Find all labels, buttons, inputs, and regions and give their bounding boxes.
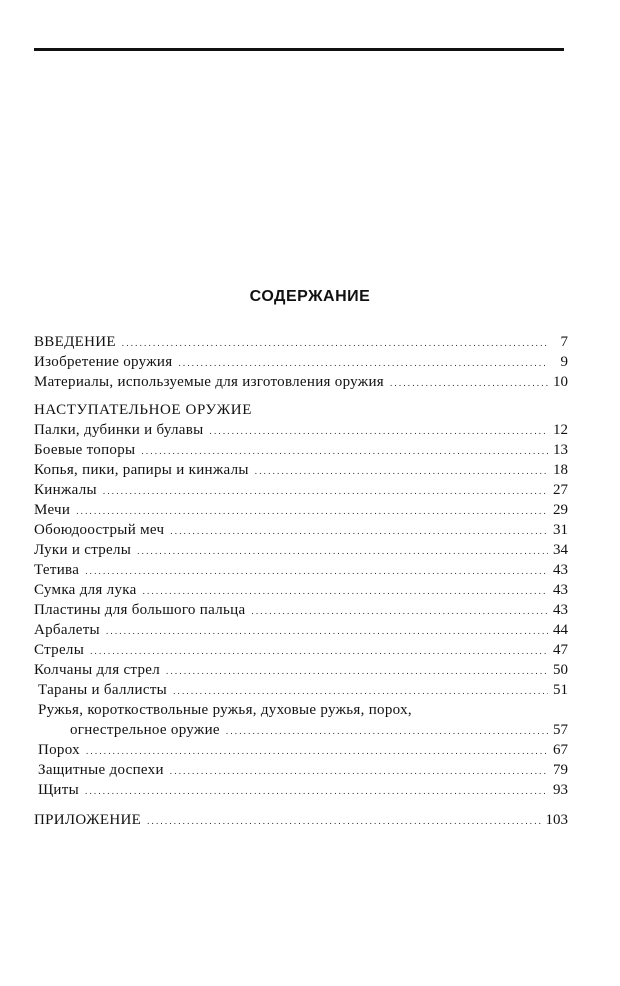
toc-entry-page: 29: [553, 502, 568, 518]
toc-entry[interactable]: [34, 740, 568, 760]
toc-entry-title: Мечи: [34, 502, 71, 518]
toc-entry-title: Порох: [38, 742, 80, 758]
toc-entry[interactable]: [34, 600, 568, 620]
page-title: СОДЕРЖАНИЕ: [249, 288, 371, 305]
toc-entry-title: Копья, пики, рапиры и кинжалы: [34, 462, 249, 478]
dot-leader: [170, 521, 548, 541]
toc-entry-page: 43: [553, 582, 568, 598]
dot-leader: [178, 353, 548, 373]
toc-entry[interactable]: [34, 780, 568, 800]
toc-entry-page: 27: [553, 482, 568, 498]
toc-entry-firearms-line1[interactable]: [34, 700, 568, 720]
toc-entry-page: 10: [553, 374, 568, 390]
dot-leader: [76, 501, 548, 521]
toc-entry-title: Арбалеты: [34, 622, 100, 638]
toc-entry[interactable]: [34, 540, 568, 560]
toc-entry-title: Кинжалы: [34, 482, 97, 498]
toc-entry-page: 93: [553, 782, 568, 798]
dot-leader: [173, 681, 548, 701]
dot-leader: [106, 621, 548, 641]
toc-entry[interactable]: [34, 500, 568, 520]
toc-entry-page: 9: [560, 354, 568, 370]
toc-entry[interactable]: [34, 560, 568, 580]
dot-leader: [390, 373, 548, 393]
toc-entry-page: 43: [553, 602, 568, 618]
toc-entry-title: Боевые топоры: [34, 442, 136, 458]
section-title: НАСТУПАТЕЛЬНОЕ ОРУЖИЕ: [34, 402, 253, 418]
dot-leader: [210, 421, 549, 441]
toc-entry[interactable]: [34, 372, 568, 392]
toc-entry-page: 57: [553, 722, 568, 738]
toc-entry-title: Тараны и баллисты: [38, 682, 168, 698]
toc-entry[interactable]: [34, 760, 568, 780]
toc-entry[interactable]: [34, 640, 568, 660]
dot-leader: [226, 721, 548, 741]
toc-entry[interactable]: [34, 660, 568, 680]
toc-entry-title: Палки, дубинки и булавы: [34, 422, 204, 438]
toc-entry-title: Стрелы: [34, 642, 85, 658]
toc-entry-page: 18: [553, 462, 568, 478]
dot-leader: [255, 461, 548, 481]
dot-leader: [166, 661, 548, 681]
dot-leader: [122, 333, 548, 353]
dot-leader: [86, 741, 548, 761]
dot-leader: [170, 761, 548, 781]
toc-entry-page: 50: [553, 662, 568, 678]
top-rule: [34, 48, 564, 51]
table-of-contents: [34, 332, 568, 830]
dot-leader: [143, 581, 548, 601]
dot-leader: [90, 641, 548, 661]
toc-entry-title: ПРИЛОЖЕНИЕ: [34, 812, 142, 828]
toc-entry-title: Сумка для лука: [34, 582, 137, 598]
toc-entry-title: Колчаны для стрел: [34, 662, 161, 678]
toc-entry-page: 43: [553, 562, 568, 578]
toc-entry-page: 47: [553, 642, 568, 658]
dot-leader: [147, 811, 541, 831]
toc-entry-page: 34: [553, 542, 568, 558]
toc-entry[interactable]: [34, 620, 568, 640]
toc-entry-firearms[interactable]: [34, 720, 568, 740]
toc-entry-title: Щиты: [38, 782, 79, 798]
toc-entry-page: 103: [545, 812, 568, 828]
toc-entry-page: 12: [553, 422, 568, 438]
dot-leader: [85, 561, 548, 581]
toc-entry-introduction[interactable]: [34, 332, 568, 352]
toc-entry[interactable]: [34, 352, 568, 372]
dot-leader: [85, 781, 548, 801]
toc-entry-page: 31: [553, 522, 568, 538]
toc-entry-page: 13: [553, 442, 568, 458]
toc-entry-page: 51: [553, 682, 568, 698]
toc-entry[interactable]: [34, 680, 568, 700]
toc-entry-page: 67: [553, 742, 568, 758]
toc-entry-page: 79: [553, 762, 568, 778]
toc-entry-title: Пластины для большого пальца: [34, 602, 246, 618]
toc-entry[interactable]: [34, 480, 568, 500]
toc-entry[interactable]: [34, 520, 568, 540]
toc-entry-title: Защитные доспехи: [38, 762, 164, 778]
toc-entry-title: Материалы, используемые для изготовления оружия: [34, 374, 384, 390]
toc-entry-page: 44: [553, 622, 568, 638]
dot-leader: [137, 541, 548, 561]
toc-entry-title: ВВЕДЕНИЕ: [34, 334, 116, 350]
toc-entry[interactable]: [34, 580, 568, 600]
toc-entry-title: Луки и стрелы: [34, 542, 132, 558]
toc-entry[interactable]: [34, 420, 568, 440]
toc-entry-title: Изобретение оружия: [34, 354, 173, 370]
toc-entry-title: Обоюдоострый меч: [34, 522, 165, 538]
dot-leader: [103, 481, 548, 501]
toc-entry[interactable]: [34, 460, 568, 480]
toc-entry-title: Тетива: [34, 562, 80, 578]
dot-leader: [141, 441, 548, 461]
dot-leader: [251, 601, 548, 621]
toc-entry-page: 7: [560, 334, 568, 350]
toc-entry-title: огнестрельное оружие: [70, 722, 220, 738]
toc-entry-appendix[interactable]: [34, 810, 568, 830]
toc-entry[interactable]: [34, 440, 568, 460]
toc-entry-title: Ружья, короткоствольные ружья, духовые ружья, порох,: [38, 702, 412, 718]
